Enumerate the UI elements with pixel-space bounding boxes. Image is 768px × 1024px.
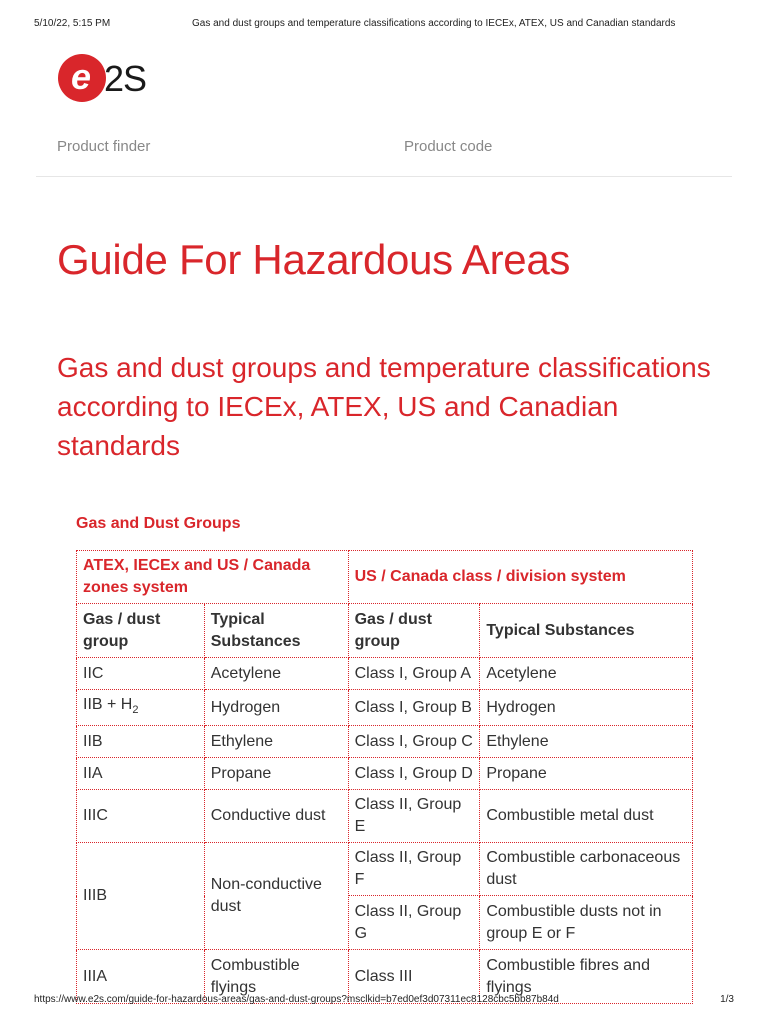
zone-substance-cell: Hydrogen bbox=[204, 690, 348, 726]
table-row bbox=[77, 658, 693, 690]
table-subheader-row bbox=[77, 604, 693, 658]
division-substance-cell: Combustible metal dust bbox=[480, 790, 693, 843]
zone-group-cell bbox=[77, 690, 205, 726]
division-group-cell: Class III bbox=[348, 950, 480, 1004]
division-group-cell: Class I, Group D bbox=[348, 758, 480, 790]
header-zones-system: ATEX, IECEx and US / Canada zones system bbox=[77, 551, 349, 604]
print-header bbox=[0, 14, 768, 30]
header-division-system: US / Canada class / division system bbox=[348, 551, 692, 604]
division-substance-cell: Propane bbox=[480, 758, 693, 790]
table-row bbox=[77, 843, 693, 896]
division-substance-cell: Combustible carbonaceous dust bbox=[480, 843, 693, 896]
product-code-link[interactable]: Product code bbox=[404, 138, 493, 155]
division-group-cell: Class II, Group F bbox=[348, 843, 480, 896]
table-header-row bbox=[77, 551, 693, 604]
table-row bbox=[77, 790, 693, 843]
zone-substance-cell: Conductive dust bbox=[204, 790, 348, 843]
zone-group-cell: IIIB bbox=[77, 843, 205, 950]
zone-substance-cell: Propane bbox=[204, 758, 348, 790]
product-finder-link[interactable]: Product finder bbox=[57, 138, 151, 155]
zone-group-cell: IIC bbox=[77, 658, 205, 690]
section-title: Gas and Dust Groups bbox=[76, 515, 241, 532]
col-header-gas-group-division: Gas / dust group bbox=[348, 604, 480, 658]
zone-group-cell: IIIA bbox=[77, 950, 205, 1004]
logo-letter: e bbox=[70, 56, 92, 97]
col-header-substances-division: Typical Substances bbox=[480, 604, 693, 658]
zone-group-subscript: 2 bbox=[132, 704, 139, 717]
division-substance-cell: Ethylene bbox=[480, 726, 693, 758]
logo-circle-icon bbox=[56, 52, 108, 104]
zone-substance-cell: Acetylene bbox=[204, 658, 348, 690]
page-title: Guide For Hazardous Areas bbox=[57, 236, 571, 283]
col-header-substances: Typical Substances bbox=[204, 604, 348, 658]
print-footer bbox=[0, 994, 768, 1008]
division-group-cell: Class I, Group C bbox=[348, 726, 480, 758]
division-substance-cell: Combustible dusts not in group E or F bbox=[480, 896, 693, 950]
header-divider bbox=[36, 176, 732, 177]
zone-group-cell: IIIC bbox=[77, 790, 205, 843]
page-subtitle: Gas and dust groups and temperature classifications according to IECEx, ATEX, US and Canadian standards bbox=[57, 352, 711, 461]
logo-text: 2S bbox=[104, 58, 147, 99]
table-row bbox=[77, 726, 693, 758]
zone-substance-cell: Combustible flyings bbox=[204, 950, 348, 1004]
division-group-cell: Class II, Group E bbox=[348, 790, 480, 843]
division-substance-cell: Acetylene bbox=[480, 658, 693, 690]
division-group-cell: Class II, Group G bbox=[348, 896, 480, 950]
print-doc-title: Gas and dust groups and temperature classifications according to IECEx, ATEX, US and Canadian standards bbox=[192, 18, 676, 29]
division-substance-cell: Hydrogen bbox=[480, 690, 693, 726]
division-substance-cell: Combustible fibres and flyings bbox=[480, 950, 693, 1004]
print-date: 5/10/22, 5:15 PM bbox=[34, 18, 111, 29]
division-group-cell: Class I, Group B bbox=[348, 690, 480, 726]
table-row bbox=[77, 690, 693, 726]
zone-group-cell: IIB bbox=[77, 726, 205, 758]
zone-group-cell: IIA bbox=[77, 758, 205, 790]
zone-substance-cell: Ethylene bbox=[204, 726, 348, 758]
gas-dust-groups-table bbox=[76, 550, 693, 1004]
col-header-gas-group: Gas / dust group bbox=[77, 604, 205, 658]
print-page-number: 1/3 bbox=[720, 994, 734, 1005]
print-url[interactable]: https://www.e2s.com/guide-for-hazardous-areas/gas-and-dust-groups?msclkid=b7ed0ef3d07311ec8128cbc5bb87b84d bbox=[34, 994, 559, 1005]
table-row bbox=[77, 758, 693, 790]
zone-substance-cell: Non-conductive dust bbox=[204, 843, 348, 950]
zone-group-text: IIB + H bbox=[83, 696, 133, 713]
division-group-cell: Class I, Group A bbox=[348, 658, 480, 690]
